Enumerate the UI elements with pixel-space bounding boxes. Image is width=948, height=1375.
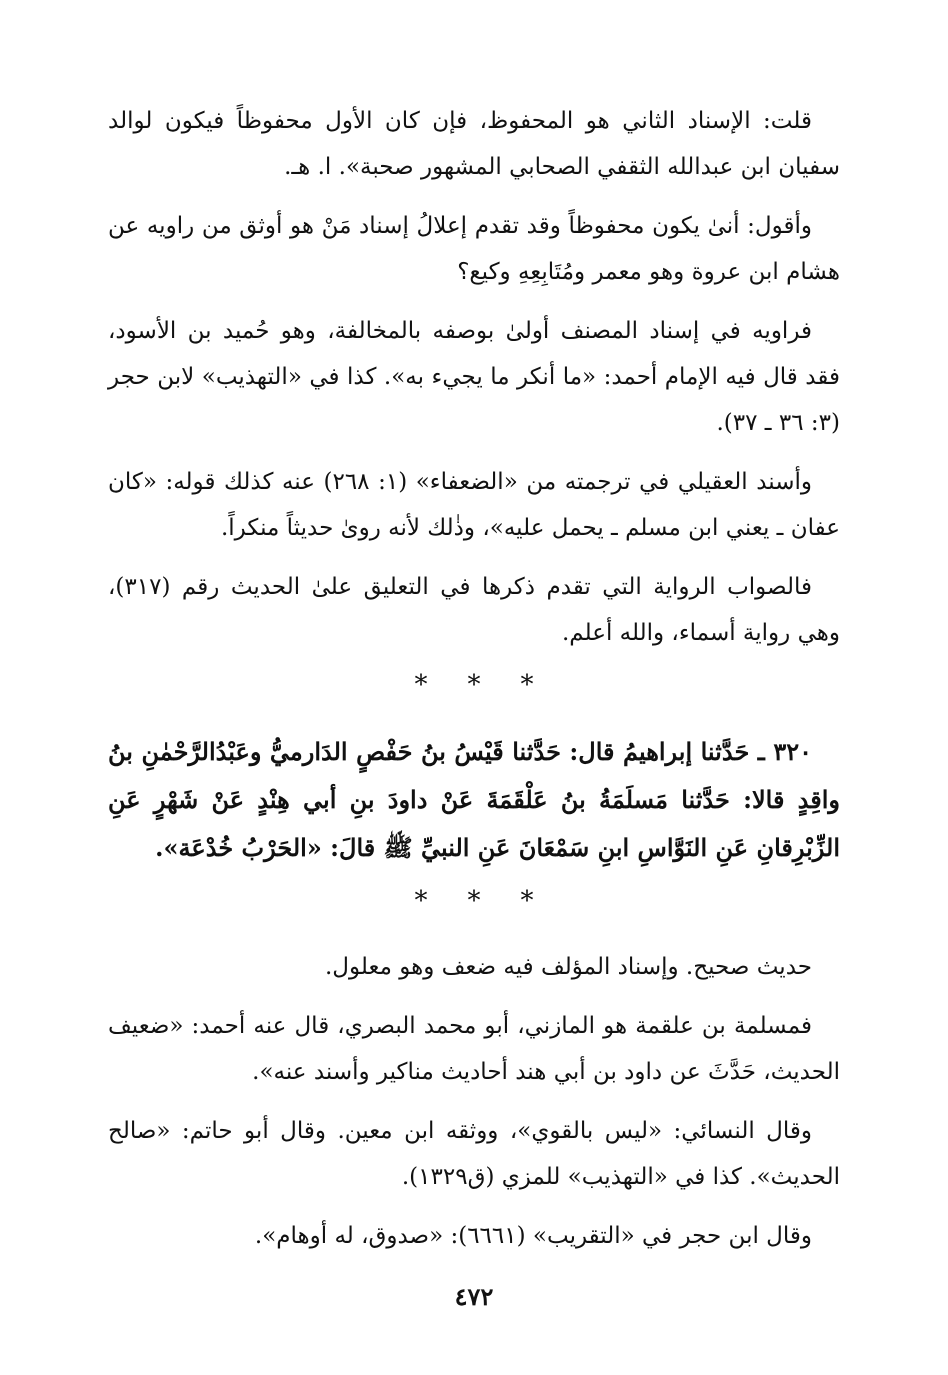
paragraph: فراويه في إسناد المصنف أولىٰ بوصفه بالمخالفة، وهو حُميد بن الأسود، فقد قال فيه الإمام أحمد: «ما أنكر ما يجيء به». كذا في «التهذيب» لابن حجر (٣: ٣٦ ـ ٣٧).: [108, 318, 840, 436]
separator-star: *: [467, 670, 481, 700]
commentary-paragraph: وقال النسائي: «ليس بالقوي»، ووثقه ابن معين. وقال أبو حاتم: «صالح الحديث». كذا في «التهذيب» للمزي (ق١٣٢٩).: [108, 1118, 840, 1190]
paragraph: قلت: الإسناد الثاني هو المحفوظ، فإن كان الأول محفوظاً فيكون لوالد سفيان ابن عبدالله الثقفي الصحابي المشهور صحبة». ا. هـ.: [108, 108, 840, 180]
paragraph: وأسند العقيلي في ترجمته من «الضعفاء» (١: ٢٦٨) عنه كذلك قوله: «كان عفان ـ يعني ابن مسلم ـ يحمل عليه»، وذٰلك لأنه روىٰ حديثاً منكراً.: [108, 469, 840, 541]
section-separator: [108, 670, 840, 700]
paragraph: وأقول: أنىٰ يكون محفوظاً وقد تقدم إعلالُ إسناد مَنْ هو أوثق من راويه عن هشام ابن عروة وهو معمر ومُتَابِعِهِ وكيع؟: [108, 213, 840, 285]
separator-star: *: [467, 886, 481, 916]
separator-star: *: [414, 886, 428, 916]
separator-star: *: [520, 886, 534, 916]
page-body: [108, 98, 840, 1272]
commentary-paragraph: حديث صحيح. وإسناد المؤلف فيه ضعف وهو معلول.: [324, 954, 812, 980]
page-number: ٤٧٢: [454, 1282, 494, 1311]
commentary-paragraph: وقال ابن حجر في «التقريب» (٦٦٦١): «صدوق، له أوهام».: [254, 1223, 812, 1249]
hadith-text: ٣٢٠ ـ حَدَّثنا إبراهيمُ قال: حَدَّثنا قَيْسُ بنُ حَفْصٍ الدَارميُّ وعَبْدُالرَّحْمٰنِ بنُ واقِدٍ قالا: حَدَّثنا مَسلَمَةُ بنُ عَلْقَمَةَ عَنْ داودَ بنِ أبي هِنْدٍ عَنْ شَهْرٍ عَنِ الزِّبْرِقانِ عَنِ النَوَّاسِ ابنِ سَمْعَانَ عَنِ النبيِّ ﷺ قالَ: «الحَرْبُ خُدْعَة».: [108, 737, 840, 862]
section-separator: [108, 886, 840, 916]
separator-star: *: [520, 670, 534, 700]
separator-star: *: [414, 670, 428, 700]
paragraph: فالصواب الرواية التي تقدم ذكرها في التعليق علىٰ الحديث رقم (٣١٧)، وهي رواية أسماء، والله أعلم.: [108, 574, 840, 646]
commentary-paragraph: فمسلمة بن علقمة هو المازني، أبو محمد البصري، قال عنه أحمد: «ضعيف الحديث، حَدَّثَ عن داود بن أبي هند أحاديث مناكير وأسند عنه».: [108, 1013, 840, 1085]
